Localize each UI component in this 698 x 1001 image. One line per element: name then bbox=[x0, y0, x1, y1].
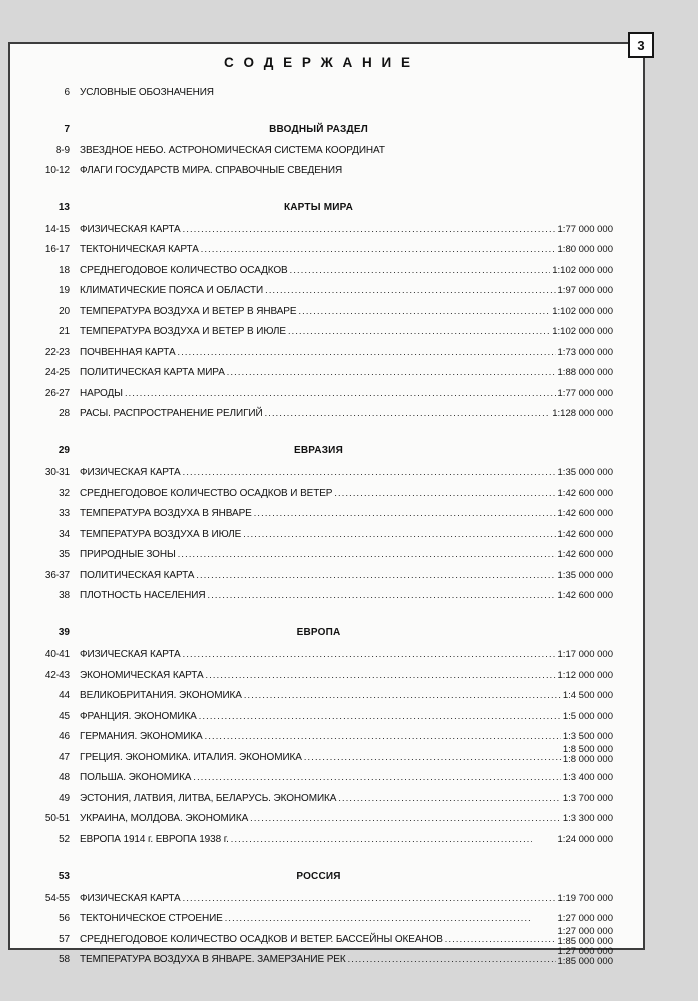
section-title: РОССИЯ bbox=[296, 870, 341, 882]
leader-dots bbox=[183, 893, 556, 903]
leader-dots bbox=[178, 347, 556, 357]
row-page-number: 32 bbox=[59, 487, 70, 499]
row-scale: 1:128 000 000 bbox=[552, 408, 613, 419]
row-title: ГРЕЦИЯ. ЭКОНОМИКА. ИТАЛИЯ. ЭКОНОМИКА bbox=[80, 751, 302, 763]
leader-dots bbox=[183, 467, 556, 477]
row-scale: 1:73 000 000 bbox=[557, 346, 613, 358]
section-page-number: 29 bbox=[58, 445, 70, 456]
leader-dots bbox=[201, 244, 556, 254]
leader-dots bbox=[231, 834, 532, 844]
toc-row bbox=[24, 913, 613, 924]
row-scale: 1:3 400 000 bbox=[562, 772, 613, 783]
row-page-number: 19 bbox=[59, 285, 70, 296]
row-title: ФИЗИЧЕСКАЯ КАРТА bbox=[80, 467, 181, 478]
row-entry bbox=[80, 408, 613, 419]
row-title: ГЕРМАНИЯ. ЭКОНОМИКА bbox=[80, 731, 203, 742]
row-page-number: 35 bbox=[59, 549, 70, 560]
row-page-number: 46 bbox=[59, 731, 70, 742]
toc-section bbox=[24, 202, 613, 420]
leader-dots bbox=[348, 954, 556, 964]
row-title: ТЕМПЕРАТУРА ВОЗДУХА В ЯНВАРЕ. ЗАМЕРЗАНИЕ РЕК bbox=[80, 954, 346, 965]
toc-row bbox=[24, 347, 613, 358]
row-scale: 1:77 000 000 bbox=[557, 387, 613, 399]
leader-dots bbox=[227, 367, 556, 377]
row-title: ТЕКТОНИЧЕСКОЕ СТРОЕНИЕ bbox=[80, 913, 223, 924]
row-title: УСЛОВНЫЕ ОБОЗНАЧЕНИЯ bbox=[80, 87, 214, 98]
row-title: СРЕДНЕГОДОВОЕ КОЛИЧЕСТВО ОСАДКОВ И ВЕТЕР. БАССЕЙНЫ ОКЕАНОВ bbox=[80, 933, 443, 945]
section-header bbox=[24, 124, 613, 136]
page-title: С О Д Е Р Ж А Н И Е bbox=[223, 55, 414, 70]
toc-row bbox=[24, 743, 613, 765]
toc-row bbox=[24, 408, 613, 419]
leader-dots bbox=[290, 265, 551, 275]
leader-dots bbox=[193, 772, 560, 782]
row-entry bbox=[80, 166, 613, 176]
row-page-number: 56 bbox=[59, 913, 70, 924]
row-entry bbox=[80, 347, 613, 358]
row-entry bbox=[80, 946, 613, 967]
row-entry bbox=[80, 326, 613, 337]
row-page-number: 36-37 bbox=[44, 569, 70, 581]
toc-row bbox=[24, 570, 613, 581]
row-scale: 1:27 000 000 bbox=[557, 913, 613, 924]
toc-content bbox=[10, 44, 643, 965]
row-scale bbox=[557, 925, 613, 947]
toc-row bbox=[24, 508, 613, 519]
row-page-number: 48 bbox=[59, 772, 70, 783]
leader-dots bbox=[183, 649, 556, 659]
row-page-number: 34 bbox=[59, 528, 70, 540]
row-entry bbox=[80, 146, 613, 156]
row-page-number: 58 bbox=[59, 954, 70, 965]
row-title: СРЕДНЕГОДОВОЕ КОЛИЧЕСТВО ОСАДКОВ bbox=[80, 264, 288, 276]
row-page-number: 8-9 bbox=[55, 145, 70, 156]
row-title: ЭСТОНИЯ, ЛАТВИЯ, ЛИТВА, БЕЛАРУСЬ. ЭКОНОМИКА bbox=[80, 792, 337, 804]
row-entry bbox=[80, 834, 613, 845]
toc-sections bbox=[24, 88, 613, 965]
row-title: ТЕМПЕРАТУРА ВОЗДУХА И ВЕТЕР В ИЮЛЕ bbox=[80, 326, 286, 337]
row-title: ПОЛИТИЧЕСКАЯ КАРТА МИРА bbox=[80, 367, 225, 378]
row-entry bbox=[80, 488, 613, 499]
row-entry bbox=[80, 388, 613, 399]
toc-row bbox=[24, 388, 613, 399]
row-title: ТЕКТОНИЧЕСКАЯ КАРТА bbox=[80, 244, 199, 255]
leader-dots bbox=[178, 549, 556, 559]
row-scale: 1:97 000 000 bbox=[557, 285, 613, 296]
row-page-number: 33 bbox=[59, 508, 70, 519]
row-entry bbox=[80, 265, 613, 276]
row-scale: 1:24 000 000 bbox=[557, 833, 613, 845]
row-scale: 1:80 000 000 bbox=[557, 244, 613, 255]
row-page-number: 26-27 bbox=[44, 387, 70, 399]
toc-row bbox=[24, 590, 613, 601]
row-scale: 1:102 000 000 bbox=[552, 326, 613, 337]
leader-dots bbox=[445, 934, 556, 944]
row-entry bbox=[80, 670, 613, 681]
row-scale: 1:19 700 000 bbox=[557, 892, 613, 904]
row-title: ЕВРОПА 1914 г. ЕВРОПА 1938 г. bbox=[80, 833, 229, 845]
row-scale-line: 1:8 000 000 bbox=[562, 753, 613, 765]
row-entry bbox=[80, 224, 613, 235]
section-title: КАРТЫ МИРА bbox=[283, 201, 354, 213]
section-page-number: 53 bbox=[58, 870, 70, 882]
row-entry bbox=[80, 467, 613, 478]
row-title: ТЕМПЕРАТУРА ВОЗДУХА И ВЕТЕР В ЯНВАРЕ bbox=[80, 305, 297, 317]
row-entry bbox=[80, 88, 613, 98]
row-scale: 1:42 600 000 bbox=[557, 590, 613, 601]
leader-dots bbox=[250, 813, 561, 823]
row-page-number: 44 bbox=[59, 690, 70, 701]
toc-row bbox=[24, 224, 613, 235]
row-entry bbox=[80, 913, 613, 924]
row-scale: 1:88 000 000 bbox=[557, 367, 613, 378]
row-scale: 1:42 600 000 bbox=[557, 487, 613, 499]
row-entry bbox=[80, 367, 613, 378]
row-title: СРЕДНЕГОДОВОЕ КОЛИЧЕСТВО ОСАДКОВ И ВЕТЕР bbox=[80, 487, 333, 499]
toc-row bbox=[24, 285, 613, 296]
row-title: ФРАНЦИЯ. ЭКОНОМИКА bbox=[80, 710, 197, 722]
section-header bbox=[24, 202, 613, 214]
leader-dots bbox=[205, 731, 561, 741]
row-page-number: 49 bbox=[59, 792, 70, 804]
leader-dots bbox=[208, 590, 556, 600]
toc-row bbox=[24, 793, 613, 804]
toc-row bbox=[24, 306, 613, 317]
row-entry bbox=[80, 306, 613, 317]
row-page-number: 10-12 bbox=[44, 164, 70, 176]
leader-dots bbox=[265, 408, 551, 418]
row-entry bbox=[80, 508, 613, 519]
row-entry bbox=[80, 244, 613, 255]
row-title: ФИЗИЧЕСКАЯ КАРТА bbox=[80, 649, 181, 660]
row-scale-line: 1:27 000 000 bbox=[557, 946, 613, 957]
row-scale: 1:42 600 000 bbox=[557, 528, 613, 540]
row-title: ЭКОНОМИЧЕСКАЯ КАРТА bbox=[80, 669, 204, 681]
row-scale-line: 1:85 000 000 bbox=[557, 956, 613, 967]
row-page-number: 16-17 bbox=[44, 244, 70, 255]
row-title: ПРИРОДНЫЕ ЗОНЫ bbox=[80, 549, 176, 560]
row-entry bbox=[80, 711, 613, 722]
leader-dots bbox=[338, 793, 560, 803]
toc-row bbox=[24, 670, 613, 681]
toc-row bbox=[24, 731, 613, 742]
row-page-number: 54-55 bbox=[44, 892, 70, 904]
toc-row bbox=[24, 88, 613, 98]
leader-dots bbox=[125, 388, 556, 398]
row-page-number: 50-51 bbox=[44, 813, 70, 824]
section-header bbox=[24, 445, 613, 457]
section-header bbox=[24, 627, 613, 639]
row-title: УКРАИНА, МОЛДОВА. ЭКОНОМИКА bbox=[80, 813, 249, 824]
row-title: ТЕМПЕРАТУРА ВОЗДУХА В ИЮЛЕ bbox=[80, 528, 242, 540]
toc-row bbox=[24, 649, 613, 660]
leader-dots bbox=[265, 285, 555, 295]
leader-dots bbox=[288, 326, 550, 336]
toc-section bbox=[24, 124, 613, 176]
row-scale: 1:102 000 000 bbox=[552, 264, 613, 276]
toc-section bbox=[24, 871, 613, 966]
row-entry bbox=[80, 285, 613, 296]
row-title: ВЕЛИКОБРИТАНИЯ. ЭКОНОМИКА bbox=[80, 690, 242, 701]
toc-row bbox=[24, 265, 613, 276]
row-scale-line: 1:27 000 000 bbox=[557, 925, 613, 937]
row-page-number: 45 bbox=[59, 710, 70, 722]
row-entry bbox=[80, 893, 613, 904]
row-page-number: 20 bbox=[59, 305, 70, 317]
leader-dots bbox=[225, 913, 532, 923]
row-scale: 1:77 000 000 bbox=[557, 223, 613, 235]
toc-row bbox=[24, 549, 613, 560]
row-title: ПЛОТНОСТЬ НАСЕЛЕНИЯ bbox=[80, 590, 206, 601]
toc-row bbox=[24, 367, 613, 378]
section-title: ВВОДНЫЙ РАЗДЕЛ bbox=[269, 124, 368, 135]
toc-row bbox=[24, 529, 613, 540]
leader-dots bbox=[298, 306, 550, 316]
page-number: 3 bbox=[637, 37, 645, 53]
row-title: ФИЗИЧЕСКАЯ КАРТА bbox=[80, 892, 181, 904]
section-page-number: 39 bbox=[58, 627, 70, 638]
toc-row bbox=[24, 244, 613, 255]
row-entry bbox=[80, 925, 613, 947]
toc-row bbox=[24, 813, 613, 824]
section-page-number: 13 bbox=[58, 201, 70, 213]
row-scale-line: 1:85 000 000 bbox=[557, 935, 613, 947]
row-page-number: 18 bbox=[59, 264, 70, 276]
row-scale bbox=[562, 743, 613, 765]
row-scale: 1:3 700 000 bbox=[562, 792, 613, 804]
row-scale bbox=[557, 946, 613, 967]
row-title: ЗВЕЗДНОЕ НЕБО. АСТРОНОМИЧЕСКАЯ СИСТЕМА КООРДИНАТ bbox=[80, 145, 385, 156]
row-scale: 1:17 000 000 bbox=[557, 649, 613, 660]
row-scale: 1:3 500 000 bbox=[562, 731, 613, 742]
row-entry bbox=[80, 549, 613, 560]
row-page-number: 57 bbox=[59, 933, 70, 945]
row-page-number: 28 bbox=[59, 408, 70, 419]
row-title: ТЕМПЕРАТУРА ВОЗДУХА В ЯНВАРЕ bbox=[80, 508, 252, 519]
toc-row bbox=[24, 326, 613, 337]
section-title: ЕВРОПА bbox=[296, 627, 341, 638]
row-scale: 1:35 000 000 bbox=[557, 569, 613, 581]
row-scale: 1:102 000 000 bbox=[552, 305, 613, 317]
leader-dots bbox=[183, 224, 556, 234]
row-entry bbox=[80, 743, 613, 765]
row-entry bbox=[80, 793, 613, 804]
row-title: ПОЛИТИЧЕСКАЯ КАРТА bbox=[80, 569, 195, 581]
row-scale: 1:42 600 000 bbox=[557, 508, 613, 519]
row-page-number: 38 bbox=[59, 590, 70, 601]
leader-dots bbox=[334, 488, 555, 498]
toc-row bbox=[24, 690, 613, 701]
toc-row bbox=[24, 946, 613, 967]
row-scale: 1:5 000 000 bbox=[562, 710, 613, 722]
row-entry bbox=[80, 772, 613, 783]
leader-dots bbox=[243, 529, 555, 539]
row-title: ПОЛЬША. ЭКОНОМИКА bbox=[80, 772, 192, 783]
row-page-number: 47 bbox=[59, 751, 70, 763]
row-page-number: 30-31 bbox=[44, 467, 70, 478]
toc-row bbox=[24, 488, 613, 499]
row-page-number: 42-43 bbox=[44, 669, 70, 681]
row-entry bbox=[80, 731, 613, 742]
row-page-number: 22-23 bbox=[44, 346, 70, 358]
toc-row bbox=[24, 834, 613, 845]
row-page-number: 24-25 bbox=[44, 367, 70, 378]
row-entry bbox=[80, 570, 613, 581]
row-entry bbox=[80, 590, 613, 601]
row-scale: 1:12 000 000 bbox=[557, 669, 613, 681]
atlas-page bbox=[8, 37, 645, 967]
toc-row bbox=[24, 925, 613, 947]
toc-row bbox=[24, 146, 613, 156]
row-scale: 1:4 500 000 bbox=[562, 690, 613, 701]
row-title: РАСЫ. РАСПРОСТРАНЕНИЕ РЕЛИГИЙ bbox=[80, 408, 263, 419]
row-page-number: 21 bbox=[59, 326, 70, 337]
row-title: ФЛАГИ ГОСУДАРСТВ МИРА. СПРАВОЧНЫЕ СВЕДЕНИЯ bbox=[80, 164, 343, 176]
row-scale: 1:3 300 000 bbox=[562, 813, 613, 824]
row-scale-line: 1:8 500 000 bbox=[562, 743, 613, 755]
section-page-number: 7 bbox=[64, 124, 70, 135]
section-title: ЕВРАЗИЯ bbox=[294, 445, 343, 456]
toc-row bbox=[24, 166, 613, 176]
leader-dots bbox=[206, 670, 556, 680]
row-page-number: 6 bbox=[64, 87, 70, 98]
row-entry bbox=[80, 690, 613, 701]
row-entry bbox=[80, 813, 613, 824]
row-scale: 1:42 600 000 bbox=[557, 549, 613, 560]
row-title: ФИЗИЧЕСКАЯ КАРТА bbox=[80, 223, 181, 235]
row-page-number: 14-15 bbox=[44, 223, 70, 235]
toc-row bbox=[24, 772, 613, 783]
leader-dots bbox=[244, 690, 561, 700]
toc-section bbox=[24, 88, 613, 98]
row-entry bbox=[80, 649, 613, 660]
row-title: ПОЧВЕННАЯ КАРТА bbox=[80, 346, 176, 358]
leader-dots bbox=[254, 508, 556, 518]
toc-row bbox=[24, 893, 613, 904]
toc-row bbox=[24, 467, 613, 478]
row-title: КЛИМАТИЧЕСКИЕ ПОЯСА И ОБЛАСТИ bbox=[80, 285, 264, 296]
toc-section bbox=[24, 445, 613, 601]
row-entry bbox=[80, 529, 613, 540]
leader-dots bbox=[196, 570, 555, 580]
toc-section bbox=[24, 627, 613, 845]
row-page-number: 52 bbox=[59, 833, 70, 845]
row-title: НАРОДЫ bbox=[80, 387, 123, 399]
row-page-number: 40-41 bbox=[44, 649, 70, 660]
leader-dots bbox=[199, 711, 561, 721]
row-scale: 1:35 000 000 bbox=[557, 467, 613, 478]
toc-row bbox=[24, 711, 613, 722]
leader-dots bbox=[304, 752, 561, 762]
section-header bbox=[24, 871, 613, 883]
